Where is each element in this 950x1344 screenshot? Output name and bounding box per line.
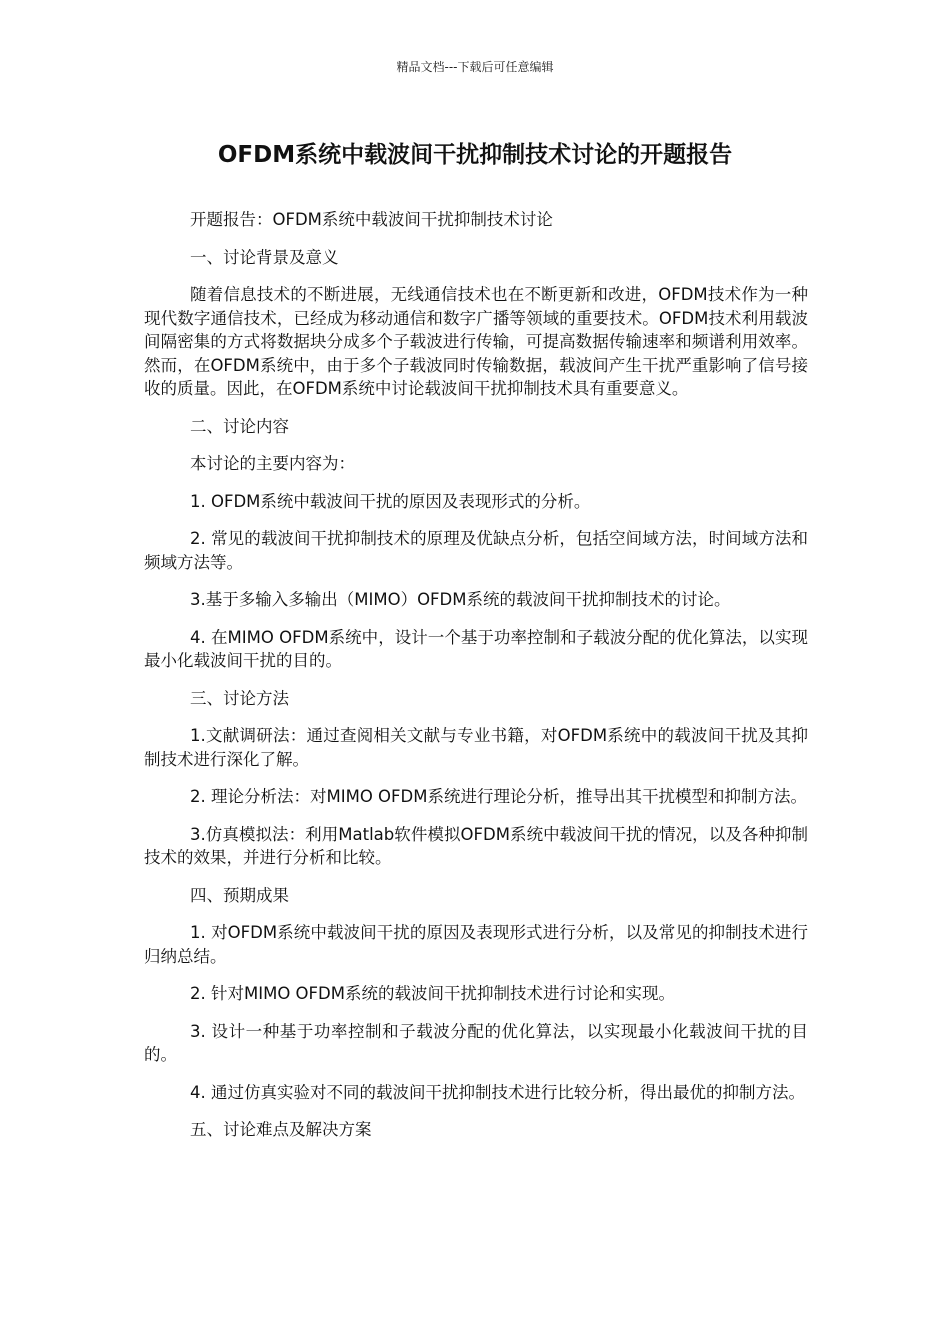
section-heading-methods: 三、讨论方法 xyxy=(190,688,289,708)
content-item-2: 2. 常见的载波间干扰抑制技术的原理及优缺点分析，包括空间域方法，时间域方法和频域方法等。 xyxy=(144,529,808,572)
content-intro: 本讨论的主要内容为： xyxy=(190,454,355,473)
outcome-item-2: 2. 针对MIMO OFDM系统的载波间干扰抑制技术进行讨论和实现。 xyxy=(190,984,675,1003)
report-subtitle: 开题报告：OFDM系统中载波间干扰抑制技术讨论 xyxy=(190,210,553,229)
document-body xyxy=(144,208,808,1156)
document-title: OFDM系统中载波间干扰抑制技术讨论的开题报告 xyxy=(217,142,733,168)
section-heading-content: 二、讨论内容 xyxy=(190,416,289,436)
method-item-2: 2. 理论分析法：对MIMO OFDM系统进行理论分析，推导出其干扰模型和抑制方法。 xyxy=(190,787,807,806)
method-item-1: 1.文献调研法：通过查阅相关文献与专业书籍，对OFDM系统中的载波间干扰及其抑制技术进行深化了解。 xyxy=(144,726,808,769)
method-item-3: 3.仿真模拟法：利用Matlab软件模拟OFDM系统中载波间干扰的情况，以及各种抑制技术的效果，并进行分析和比较。 xyxy=(144,824,808,867)
page-header: 精品文档---下载后可任意编辑 xyxy=(396,60,554,74)
outcome-item-1: 1. 对OFDM系统中载波间干扰的原因及表现形式进行分析，以及常见的抑制技术进行归纳总结。 xyxy=(144,923,808,966)
content-item-1: 1. OFDM系统中载波间干扰的原因及表现形式的分析。 xyxy=(190,491,591,511)
section-heading-difficulties: 五、讨论难点及解决方案 xyxy=(190,1120,372,1139)
section-heading-outcomes: 四、预期成果 xyxy=(190,885,289,905)
outcome-item-4: 4. 通过仿真实验对不同的载波间干扰抑制技术进行比较分析，得出最优的抑制方法。 xyxy=(190,1082,805,1102)
section-heading-background: 一、讨论背景及意义 xyxy=(190,247,339,267)
outcome-item-3: 3. 设计一种基于功率控制和子载波分配的优化算法，以实现最小化载波间干扰的目的。 xyxy=(144,1021,808,1064)
content-item-3: 3.基于多输入多输出（MIMO）OFDM系统的载波间干扰抑制技术的讨论。 xyxy=(190,590,731,609)
content-item-4: 4. 在MIMO OFDM系统中，设计一个基于功率控制和子载波分配的优化算法，以实现最小化载波间干扰的目的。 xyxy=(144,627,808,670)
background-paragraph: 随着信息技术的不断进展，无线通信技术也在不断更新和改进，OFDM技术作为一种现代数字通信技术，已经成为移动通信和数字广播等领域的重要技术。OFDM技术利用载波间隔密集的方式将数据块分成多个子载波进行传输，可提高数据传输速率和频谱利用效率。然而，在OFDM系统中，由于多个子载波同时传输数据，载波间产生干扰严重影响了信号接收的质量。因此，在OFDM系统中讨论载波间干扰抑制技术具有重要意义。 xyxy=(144,285,808,398)
